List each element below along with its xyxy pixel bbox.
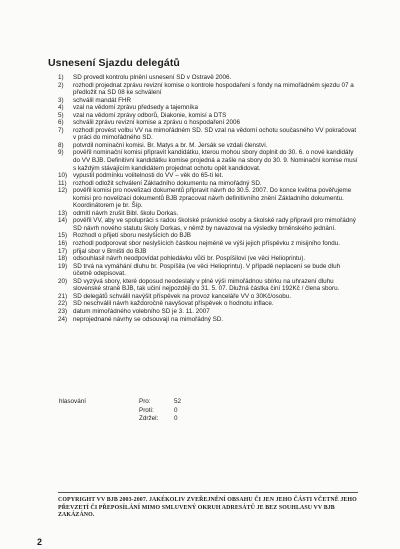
resolution-text: rozhodl provést volbu VV na mimořádném SD. SD vzal na vědomí ochotu současného VV pokračovat v práci do mimořádného SD. [73, 126, 357, 142]
resolution-text: rozhodl projednat zprávu revizní komise o kontrole hospodaření s fondy na mimořádném sjezdu 07 a předložit na SD 08 ke schválení [73, 81, 354, 97]
resolution-text: potvrdil nominační komisi. Br. Matys a br. M. Jersák se vzdali členství. [73, 141, 268, 149]
resolution-number: 7) [58, 126, 64, 134]
page-mark: 2 [37, 537, 43, 547]
resolution-number: 1) [58, 74, 64, 81]
resolution-item [58, 278, 358, 293]
resolution-item [58, 187, 358, 210]
resolution-number: 2) [58, 81, 64, 89]
resolution-number: 3) [58, 96, 64, 104]
resolution-number: 9) [58, 149, 64, 157]
resolution-number: 17) [58, 247, 68, 255]
resolution-number: 15) [58, 232, 68, 240]
resolution-item [58, 263, 358, 278]
resolution-number: 6) [58, 119, 64, 127]
resolution-item [58, 308, 358, 316]
resolution-item [58, 316, 358, 324]
resolution-item [58, 248, 358, 256]
resolution-number: 5) [58, 111, 64, 119]
resolution-text: schválil mandát FHR [73, 96, 132, 104]
resolution-number: 8) [58, 141, 64, 149]
resolution-text: rozhodl podporovat sbor neslyšících částkou nejméně ve výši jejich příspěvku z misijního fondu. [73, 240, 341, 248]
resolution-number: 14) [58, 217, 68, 225]
resolution-item [58, 104, 358, 112]
resolution-number: 13) [58, 209, 68, 217]
resolution-number: 22) [58, 300, 68, 308]
resolution-item [58, 240, 358, 248]
resolution-number: 18) [58, 255, 68, 263]
vote-key: Pro: [139, 398, 151, 405]
resolution-item [58, 217, 358, 232]
resolution-text: vzal na vědomí zprávy odborů, Diakonie, komisí a DTS [73, 111, 227, 119]
vote-value: 52 [174, 398, 182, 405]
resolution-text: přijal sbor v Brništi do BJB [73, 247, 147, 255]
vote-value: 0 [174, 415, 178, 423]
resolution-item [58, 255, 358, 263]
resolution-number: 16) [58, 240, 68, 248]
resolution-text: pověřil VV, aby ve spolupráci s radou školské právnické osoby a školské rady připravil pro mimořádný SD návrh nového statutu školy Dorkas, v němž by navazoval na výsledky brněnského jednání. [73, 217, 356, 232]
resolution-item [58, 232, 358, 240]
vote-value: 0 [174, 406, 178, 414]
resolution-item [58, 82, 358, 97]
resolution-item [58, 293, 358, 301]
voting-label: hlasování [59, 398, 86, 405]
resolution-number: 11) [58, 179, 67, 187]
resolution-text: datum mimořádného volebního SD je 3. 11. 2007 [73, 307, 210, 315]
resolution-item [58, 210, 358, 218]
vote-key: Proti: [139, 406, 154, 414]
resolution-text: SD neschválil návrh každoročně navyšovat příspěvek o hodnotu inflace. [73, 300, 274, 308]
resolution-item [58, 97, 358, 105]
document-title: Usnesení Sjazdu delegátů [48, 57, 180, 69]
resolution-text: vzal na vědomí zprávu předsedy a tajemníka [73, 104, 198, 112]
resolution-text: rozhodl odložit schválení Základního dokumentu na mimořádný SD. [73, 179, 262, 187]
resolution-item [58, 119, 358, 127]
resolution-item [58, 142, 358, 150]
resolution-item [58, 74, 358, 82]
vote-key: Zdržel: [139, 415, 159, 423]
resolution-list [58, 74, 358, 323]
resolution-number: 12) [58, 187, 68, 195]
resolution-item [58, 112, 358, 120]
resolution-text: SD trvá na vymáhání dluhu br. Pospíšila (ve věci Helioprintu). V případě neplacení se bude dluh účetně odepisovat. [73, 262, 341, 278]
resolution-text: odmítl návrh zrušit Bibl. školu Dorkas. [73, 209, 179, 217]
resolution-text: vypustil podmínku volitelnosti do VV – věk do 65-ti let. [73, 172, 224, 180]
resolution-text: pověřil komisi pro novelizaci dokumentů připravit návrh do 30.5. 2007. Do konce května pověřujeme komisi pro novelizaci dokumentů BJB zpracovat návrh definitivního znění Základního dokumentu. Koordinátorem je br. Šíp. [73, 187, 352, 210]
copyright-notice: COPYRIGHT VV BJB 2003-2007. JAKÉKOLIV ZVEŘEJNĚNÍ OBSAHU ČI JEN JEHO ČÁSTI VČETNĚ JEHO PŘEVZETÍ ČI PŘEPOSÍLÁNÍ MIMO SMLUVENÝ OKRUH ADRESÁTŮ JE BEZ SOUHLASU VV BJB ZAKÁZÁNO. [58, 492, 358, 520]
resolution-number: 20) [58, 277, 68, 285]
resolution-text: odsouhlasil návrh neodpovídat pohledávku vůči br. Pospíšilovi (ve věci Helioprintu). [73, 255, 306, 263]
resolution-item [58, 149, 358, 172]
resolution-number: 19) [58, 262, 68, 270]
resolution-number: 10) [58, 172, 68, 180]
resolution-text: SD provedl kontrolu plnění usnesení SD v Ostravě 2006. [73, 74, 232, 81]
resolution-text: pověřil nominační komisi připravit kandidátku, kterou mohou sbory doplnit do 30. 6. o nové kandidáty do VV BJB. Definitivní kandidátku komise projedná a zašle na sbory do 30. 9. Nominační komise musí s každým stávajícím kandidátem projednat ochotu opět kandidovat. [73, 149, 358, 172]
resolution-text: neprojednané návrhy se odsouvají na mimořádný SD. [73, 315, 224, 323]
resolution-number: 4) [58, 104, 64, 112]
resolution-text: Rozhodl o přijetí sboru neslyšících do BJB [73, 232, 191, 240]
resolution-text: SD delegátů schválil navýšit příspěvek na provoz kanceláře VV o 30Kč/osobu. [73, 292, 292, 300]
resolution-item [58, 172, 358, 180]
resolution-number: 23) [58, 307, 68, 315]
resolution-number: 21) [58, 292, 68, 300]
resolution-item [58, 300, 358, 308]
resolution-item [58, 127, 358, 142]
resolution-text: schválil zprávu revizní komise a zprávu o hospodaření 2006 [73, 119, 240, 127]
resolution-text: SD vyzývá sbory, které doposud neodeslaly v plné výši mimořádnou sbírku na uhrazení dluhu slovenské straně BJB, tak učiní nejpozději do 31. 5. 07. Dlužná částka činí 192Kč / člena sboru. [73, 277, 340, 293]
resolution-number: 24) [58, 315, 68, 323]
